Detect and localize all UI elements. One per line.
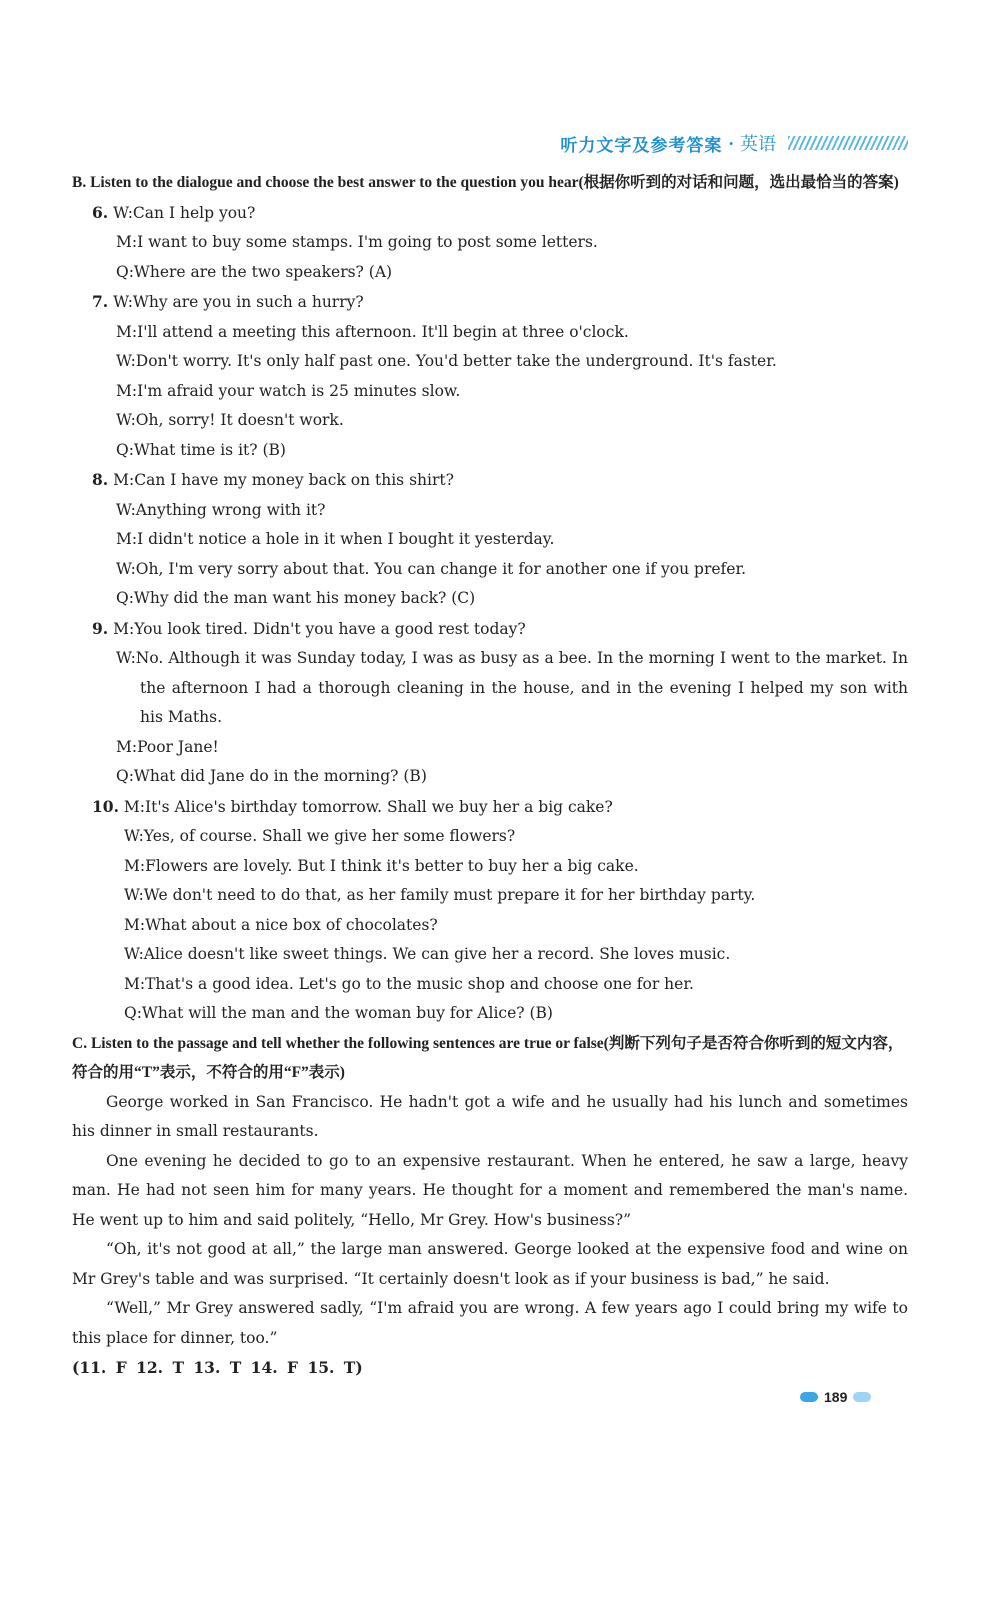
passage-paragraph: One evening he decided to go to an expensive restaurant. When he entered, he saw a large, heavy man. He had not seen him for many years. He thought for a moment and remembered the man's name. He went up to him and said politely, “Hello, Mr Grey. How's business?” xyxy=(72,1151,908,1229)
question-line: Q:What did Jane do in the morning? (B) xyxy=(116,767,427,785)
dialogue-line: W:No. Although it was Sunday today, I was as busy as a bee. In the morning I went to the market. In the afternoon I had a thorough cleaning in the house, and in the evening I helped my son with his Maths. xyxy=(116,649,908,726)
question-number: 10. xyxy=(92,796,119,816)
dialogue-line: M:Flowers are lovely. But I think it's better to buy her a big cake. xyxy=(124,856,639,875)
dialogue-line: 10. M:It's Alice's birthday tomorrow. Shall we buy her a big cake? xyxy=(92,796,613,816)
dialogue-line: 9. M:You look tired. Didn't you have a good rest today? xyxy=(92,618,526,638)
dialogue-line: M:I'll attend a meeting this afternoon. It'll begin at three o'clock. xyxy=(116,322,629,341)
passage-paragraph: George worked in San Francisco. He hadn't got a wife and he usually had his lunch and sometimes his dinner in small restaurants. xyxy=(72,1092,908,1140)
running-header xyxy=(560,130,908,156)
dialogue-line: 6. W:Can I help you? xyxy=(92,202,256,222)
dialogue-line: W:Oh, sorry! It doesn't work. xyxy=(116,411,344,429)
page-content xyxy=(72,168,908,1383)
header-title: 听力文字及参考答案 xyxy=(560,135,723,156)
dialogue-line: M:I didn't notice a hole in it when I bought it yesterday. xyxy=(116,530,555,548)
page-number-block xyxy=(800,1389,871,1405)
dialogue-line: W:Oh, I'm very sorry about that. You can change it for another one if you prefer. xyxy=(116,559,747,578)
header-stripe-decoration xyxy=(788,136,908,150)
answer-key: (11. F 12. T 13. T 14. F 15. T) xyxy=(72,1358,363,1377)
dialogue-line: 8. M:Can I have my money back on this shirt? xyxy=(92,470,454,489)
question-line: Q:Where are the two speakers? (A) xyxy=(116,262,393,281)
dialogue-line: W:Yes, of course. Shall we give her some flowers? xyxy=(124,827,516,845)
question-line: Q:What will the man and the woman buy for Alice? (B) xyxy=(124,1004,553,1022)
section-b-title: B. Listen to the dialogue and choose the best answer to the question you hear(根据你听到的对话和问题，选出最恰当的答案) xyxy=(72,174,899,191)
dialogue-line: M:Poor Jane! xyxy=(116,737,219,756)
question-9 xyxy=(72,614,908,792)
dialogue-line: 7. W:Why are you in such a hurry? xyxy=(92,292,364,311)
dialogue-line: M:That's a good idea. Let's go to the music shop and choose one for her. xyxy=(124,974,694,993)
dialogue-line: W:Anything wrong with it? xyxy=(116,500,326,519)
question-line: Q:Why did the man want his money back? (C) xyxy=(116,589,476,607)
dialogue-line: M:What about a nice box of chocolates? xyxy=(124,915,438,934)
question-number: 7. xyxy=(92,292,109,311)
page-number: 189 xyxy=(824,1389,848,1405)
passage-paragraph: “Oh, it's not good at all,” the large man answered. George looked at the expensive food and wine on Mr Grey's table and was surprised. “It certainly doesn't look as if your business is bad,” he said. xyxy=(72,1240,908,1288)
question-number: 8. xyxy=(92,470,109,489)
section-c-title: C. Listen to the passage and tell whether the following sentences are true or false(判断下列句子是否符合你听到的短文内容，符合的用“T”表示，不符合的用“F”表示) xyxy=(72,1034,904,1081)
page-marker-right-icon xyxy=(853,1392,871,1402)
page-marker-left-icon xyxy=(800,1392,818,1402)
dialogue-line: W:We don't need to do that, as her family must prepare it for her birthday party. xyxy=(124,886,756,904)
question-number: 6. xyxy=(92,202,109,222)
dialogue-line: W:Don't worry. It's only half past one. You'd better take the underground. It's faster. xyxy=(116,352,777,370)
question-line: Q:What time is it? (B) xyxy=(116,440,286,459)
question-10 xyxy=(72,792,908,1029)
header-subject: 英语 xyxy=(740,134,776,155)
passage-paragraph: “Well,” Mr Grey answered sadly, “I'm afraid you are wrong. A few years ago I could bring my wife to this place for dinner, too.” xyxy=(72,1299,908,1347)
question-number: 9. xyxy=(92,618,109,638)
question-6 xyxy=(72,198,908,288)
dialogue-line: W:Alice doesn't like sweet things. We can give her a record. She loves music. xyxy=(124,945,731,963)
dialogue-line: M:I'm afraid your watch is 25 minutes slow. xyxy=(116,381,461,400)
dialogue-line: M:I want to buy some stamps. I'm going to post some letters. xyxy=(116,233,598,251)
question-7 xyxy=(72,287,908,465)
header-separator: · xyxy=(728,133,734,153)
question-8 xyxy=(72,465,908,614)
